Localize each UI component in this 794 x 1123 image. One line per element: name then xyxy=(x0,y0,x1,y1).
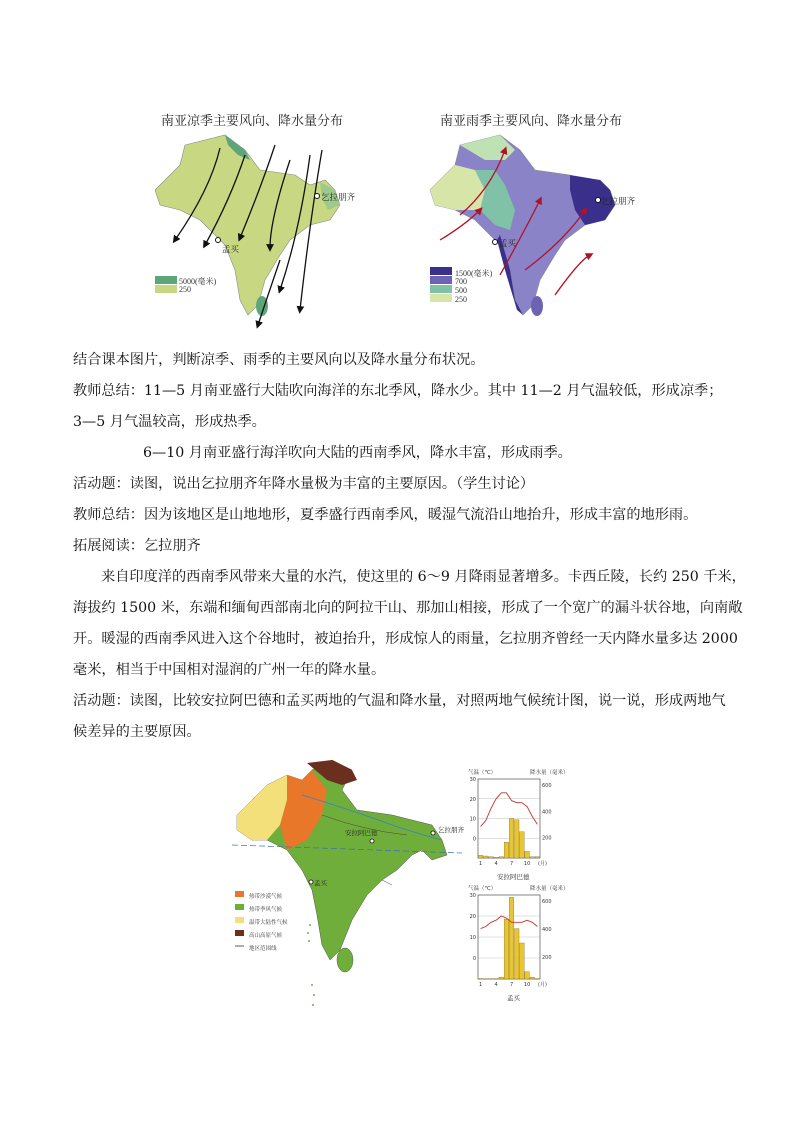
precip-bar xyxy=(530,857,535,858)
paragraph-summary-3: 6—10 月南亚盛行海洋吹向大陆的西南季风，降水丰富，形成雨季。 xyxy=(143,445,572,461)
month-tick-label: 1 xyxy=(478,861,483,867)
month-unit-label: (月) xyxy=(538,982,547,988)
precip-bar xyxy=(520,943,525,979)
paragraph-summary-1: 教师总结：11—5 月南亚盛行大陆吹向海洋的东北季风，降水少。其中 11—2 月气温较低，形成凉季； xyxy=(73,383,723,399)
temp-tick-label: 0 xyxy=(472,956,476,962)
cool-season-map-title: 南亚凉季主要风向、降水量分布 xyxy=(161,114,344,129)
cool-map-cherrapunji-label: 乞拉朋齐 xyxy=(321,193,356,203)
precip-bar xyxy=(494,857,499,858)
climate-map-mumbai-label: 孟买 xyxy=(314,879,327,887)
chart1-title: 安拉阿巴德 xyxy=(497,873,530,881)
rainy-map-cherrapunji-label: 乞拉朋齐 xyxy=(601,197,636,207)
paragraph-summary-4: 教师总结：因为该地区是山地地形，夏季盛行西南季风，暖湿气流沿山地抬升，形成丰富的地形雨。 xyxy=(73,507,698,523)
paragraph-extended-reading-title: 拓展阅读：乞拉朋齐 xyxy=(73,538,201,554)
temp-tick-label: 20 xyxy=(469,914,476,920)
precip-bar xyxy=(483,856,488,858)
temp-tick-label: 0 xyxy=(472,836,476,843)
cool-map-mumbai-label: 孟买 xyxy=(222,245,240,255)
precip-bar xyxy=(509,819,514,859)
cool-season-map xyxy=(150,130,410,330)
paragraph-reading-1: 来自印度洋的西南季风带来大量的水汽，使这里的 6～9 月降雨显著增多。卡西丘陵，长约 250 千米， xyxy=(101,569,746,585)
precip-bar xyxy=(504,919,509,979)
paragraph-reading-3: 开。暖湿的西南季风进入这个谷地时，被迫抬升，形成惊人的雨量，乞拉朋齐曾经一天内降水量多达 2000 xyxy=(73,631,738,647)
chart2-temp-axis-label: 气温（℃） xyxy=(468,886,497,892)
month-tick-label: 4 xyxy=(494,982,498,988)
paragraph-activity-2-cont: 候差异的主要原因。 xyxy=(73,724,201,740)
cool-legend-label-1: 5000(毫米) xyxy=(179,277,217,286)
precip-tick-label: 200 xyxy=(542,835,552,842)
temp-tick-label: 10 xyxy=(469,816,476,823)
chart1-temp-axis-label: 气温（℃） xyxy=(468,770,497,776)
paragraph-activity-2: 活动题：读图，比较安拉阿巴德和孟买两地的气温和降水量，对照两地气候统计图，说一说，形成两地气 xyxy=(73,693,726,709)
climate-legend-continental: 温带大陆性气候 xyxy=(249,920,288,926)
precip-bar xyxy=(489,857,494,858)
precip-bar xyxy=(509,897,514,979)
south-asia-climate-map xyxy=(232,755,462,1015)
cool-legend-label-2: 250 xyxy=(179,285,191,294)
rainy-map-mumbai-label: 孟买 xyxy=(499,239,517,249)
precip-bar xyxy=(525,851,530,858)
month-tick-label: 10 xyxy=(523,982,531,988)
temp-tick-label: 10 xyxy=(469,935,476,941)
rainy-legend-label-3: 500 xyxy=(455,286,467,295)
climate-legend-boundary: 地区范围线 xyxy=(249,946,277,952)
allahabad-climate-chart xyxy=(462,775,552,870)
temp-tick-label: 30 xyxy=(469,777,476,783)
paragraph-summary-2: 3—5 月气温较高，形成热季。 xyxy=(73,414,266,430)
precip-bar xyxy=(504,842,509,858)
rainy-legend-label-2: 700 xyxy=(455,277,467,286)
climate-legend-highland: 高山高原气候 xyxy=(249,933,283,939)
chart1-precip-axis-label: 降水量（毫米） xyxy=(530,770,569,776)
paragraph-intro: 结合课本图片，判断凉季、雨季的主要风向以及降水量分布状况。 xyxy=(73,352,485,368)
rainy-legend-label-4: 250 xyxy=(455,295,467,304)
precip-tick-label: 400 xyxy=(542,809,552,816)
month-tick-label: 1 xyxy=(478,982,483,988)
precip-bar xyxy=(499,857,504,858)
precip-tick-label: 600 xyxy=(542,899,552,905)
temp-tick-label: 30 xyxy=(469,893,476,899)
month-tick-label: 10 xyxy=(523,861,531,867)
paragraph-reading-4: 毫米，相当于中国相对湿润的广州一年的降水量。 xyxy=(73,662,386,678)
precip-tick-label: 200 xyxy=(542,955,552,961)
precip-bar xyxy=(530,977,535,979)
month-tick-label: 7 xyxy=(509,982,514,988)
rainy-legend-label-1: 1500(毫米) xyxy=(455,269,493,278)
precip-tick-label: 400 xyxy=(542,927,552,933)
rainy-season-map-title: 南亚雨季主要风向、降水量分布 xyxy=(440,114,623,129)
precip-tick-label: 600 xyxy=(542,783,552,789)
precip-bar xyxy=(478,855,483,858)
precip-bar xyxy=(514,820,519,858)
precip-bar xyxy=(499,977,504,979)
precip-bar xyxy=(514,929,519,979)
temp-tick-label: 20 xyxy=(469,796,476,803)
chart2-precip-axis-label: 降水量（毫米） xyxy=(530,886,569,892)
precip-bar xyxy=(525,972,530,979)
climate-legend-desert: 热带沙漠气候 xyxy=(249,894,283,900)
month-unit-label: (月) xyxy=(538,861,547,867)
month-tick-label: 7 xyxy=(509,861,514,867)
precip-bar xyxy=(535,857,540,858)
paragraph-reading-2: 海拔约 1500 米，东端和缅甸西部南北向的阿拉干山、那加山相接，形成了一个宽广的漏斗状谷地，向南敞 xyxy=(73,600,743,616)
mumbai-climate-chart xyxy=(462,891,552,991)
precip-bar xyxy=(520,832,525,858)
climate-map-allahabad-label: 安拉阿巴德 xyxy=(345,829,378,837)
climate-legend-monsoon: 热带季风气候 xyxy=(249,907,283,913)
chart2-title: 孟买 xyxy=(507,994,520,1002)
climate-map-cherrapunji-label: 乞拉朋齐 xyxy=(438,826,464,834)
month-tick-label: 4 xyxy=(494,861,498,867)
paragraph-activity-1: 活动题：读图，说出乞拉朋齐年降水量极为丰富的主要原因。（学生讨论） xyxy=(73,476,535,492)
